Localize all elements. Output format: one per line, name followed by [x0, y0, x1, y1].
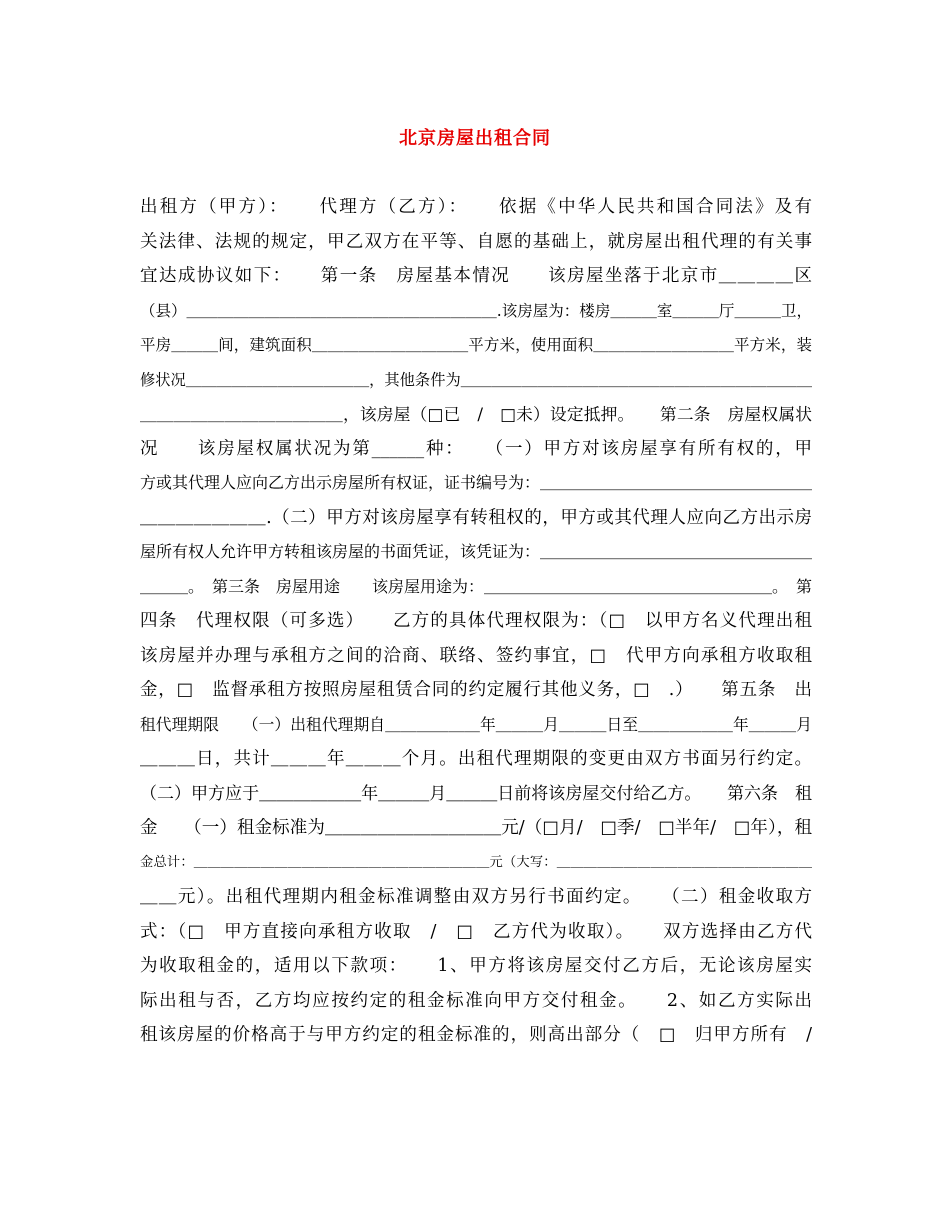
body-line: 屋所有权人允许甲方转租该房屋的书面凭证，该凭证为：＿＿＿＿＿＿＿＿＿＿＿＿＿＿＿＿＿	[140, 542, 812, 561]
body-line: 为收取租金的，适用以下款项： 1、甲方将该房屋交付乙方后，无论该房屋实	[140, 956, 812, 976]
document-body	[140, 190, 812, 1053]
body-line: 租该房屋的价格高于与甲方约定的租金标准的，则高出部分（ □ 归甲方所有 /	[140, 1025, 812, 1045]
body-line: （二）甲方应于＿＿＿＿＿＿年＿＿＿月＿＿＿日前将该房屋交付给乙方。 第六条 租	[140, 783, 812, 804]
body-line: 修状况＿＿＿＿＿＿＿＿＿＿＿＿，其他条件为＿＿＿＿＿＿＿＿＿＿＿＿＿＿＿＿＿＿＿＿＿＿＿	[140, 370, 812, 389]
body-line: 宜达成协议如下： 第一条 房屋基本情况 该房屋坐落于北京市＿＿＿＿区	[140, 266, 812, 286]
body-line: 租代理期限 （一）出租代理期自＿＿＿＿＿＿年＿＿＿月＿＿＿日至＿＿＿＿＿＿年＿＿＿月	[140, 714, 812, 734]
body-line: ＿＿＿＿＿＿＿.（二）甲方对该房屋享有转租权的，甲方或其代理人应向乙方出示房	[140, 507, 812, 528]
body-line: 际出租与否，乙方均应按约定的租金标准向甲方交付租金。 2、如乙方实际出	[140, 990, 812, 1011]
body-line: （县）＿＿＿＿＿＿＿＿＿＿＿＿＿＿＿＿＿＿＿＿.该房屋为：楼房＿＿＿室＿＿＿厅＿＿＿卫，	[140, 301, 812, 320]
body-line: 四条 代理权限（可多选） 乙方的具体代理权限为：（□ 以甲方名义代理出租	[140, 611, 812, 631]
body-line: 出租方（甲方）： 代理方（乙方）： 依据《中华人民共和国合同法》及有	[140, 197, 812, 217]
body-line: ＿＿＿。 第三条 房屋用途 该房屋用途为：＿＿＿＿＿＿＿＿＿＿＿＿＿＿＿＿＿＿。 第	[140, 576, 812, 596]
body-line: 平房＿＿＿间，建筑面积＿＿＿＿＿＿＿＿＿＿平方米，使用面积＿＿＿＿＿＿＿＿＿平方米，装	[140, 336, 812, 354]
body-line: ＿＿＿日，共计＿＿＿年＿＿＿个月。出租代理期限的变更由双方书面另行约定。	[140, 749, 812, 769]
body-line: 况 该房屋权属状况为第______种： （一）甲方对该房屋享有所有权的，甲	[140, 438, 812, 459]
body-line: ＿＿＿＿＿＿＿＿＿＿＿＿，该房屋（□已 / □未）设定抵押。 第二条 房屋权属状	[140, 404, 812, 424]
body-line: 金总计：＿＿＿＿＿＿＿＿＿＿＿＿＿＿＿＿＿＿＿＿＿＿元（大写：＿＿＿＿＿＿＿＿＿＿＿＿＿＿＿＿＿＿＿	[140, 854, 812, 870]
body-line: 金 （一）租金标准为＿＿＿＿＿＿＿＿＿＿元/（□月/ □季/ □半年/ □年），租	[140, 818, 812, 838]
body-line: 金，□ 监督承租方按照房屋租赁合同的约定履行其他义务，□ .） 第五条 出	[140, 680, 812, 700]
body-line: 该房屋并办理与承租方之间的洽商、联络、签约事宜，□ 代甲方向承租方收取租	[140, 645, 812, 666]
body-line: 式：（□ 甲方直接向承租方收取 / □ 乙方代为收取）。 双方选择由乙方代	[140, 921, 812, 942]
body-line: 关法律、法规的规定，甲乙双方在平等、自愿的基础上，就房屋出租代理的有关事	[140, 231, 812, 252]
body-line: ＿＿元）。出租代理期内租金标准调整由双方另行书面约定。 （二）租金收取方	[140, 887, 812, 907]
body-line: 方或其代理人应向乙方出示房屋所有权证，证书编号为：＿＿＿＿＿＿＿＿＿＿＿＿＿＿＿＿＿	[140, 473, 812, 492]
document-title: 北京房屋出租合同	[399, 128, 551, 149]
